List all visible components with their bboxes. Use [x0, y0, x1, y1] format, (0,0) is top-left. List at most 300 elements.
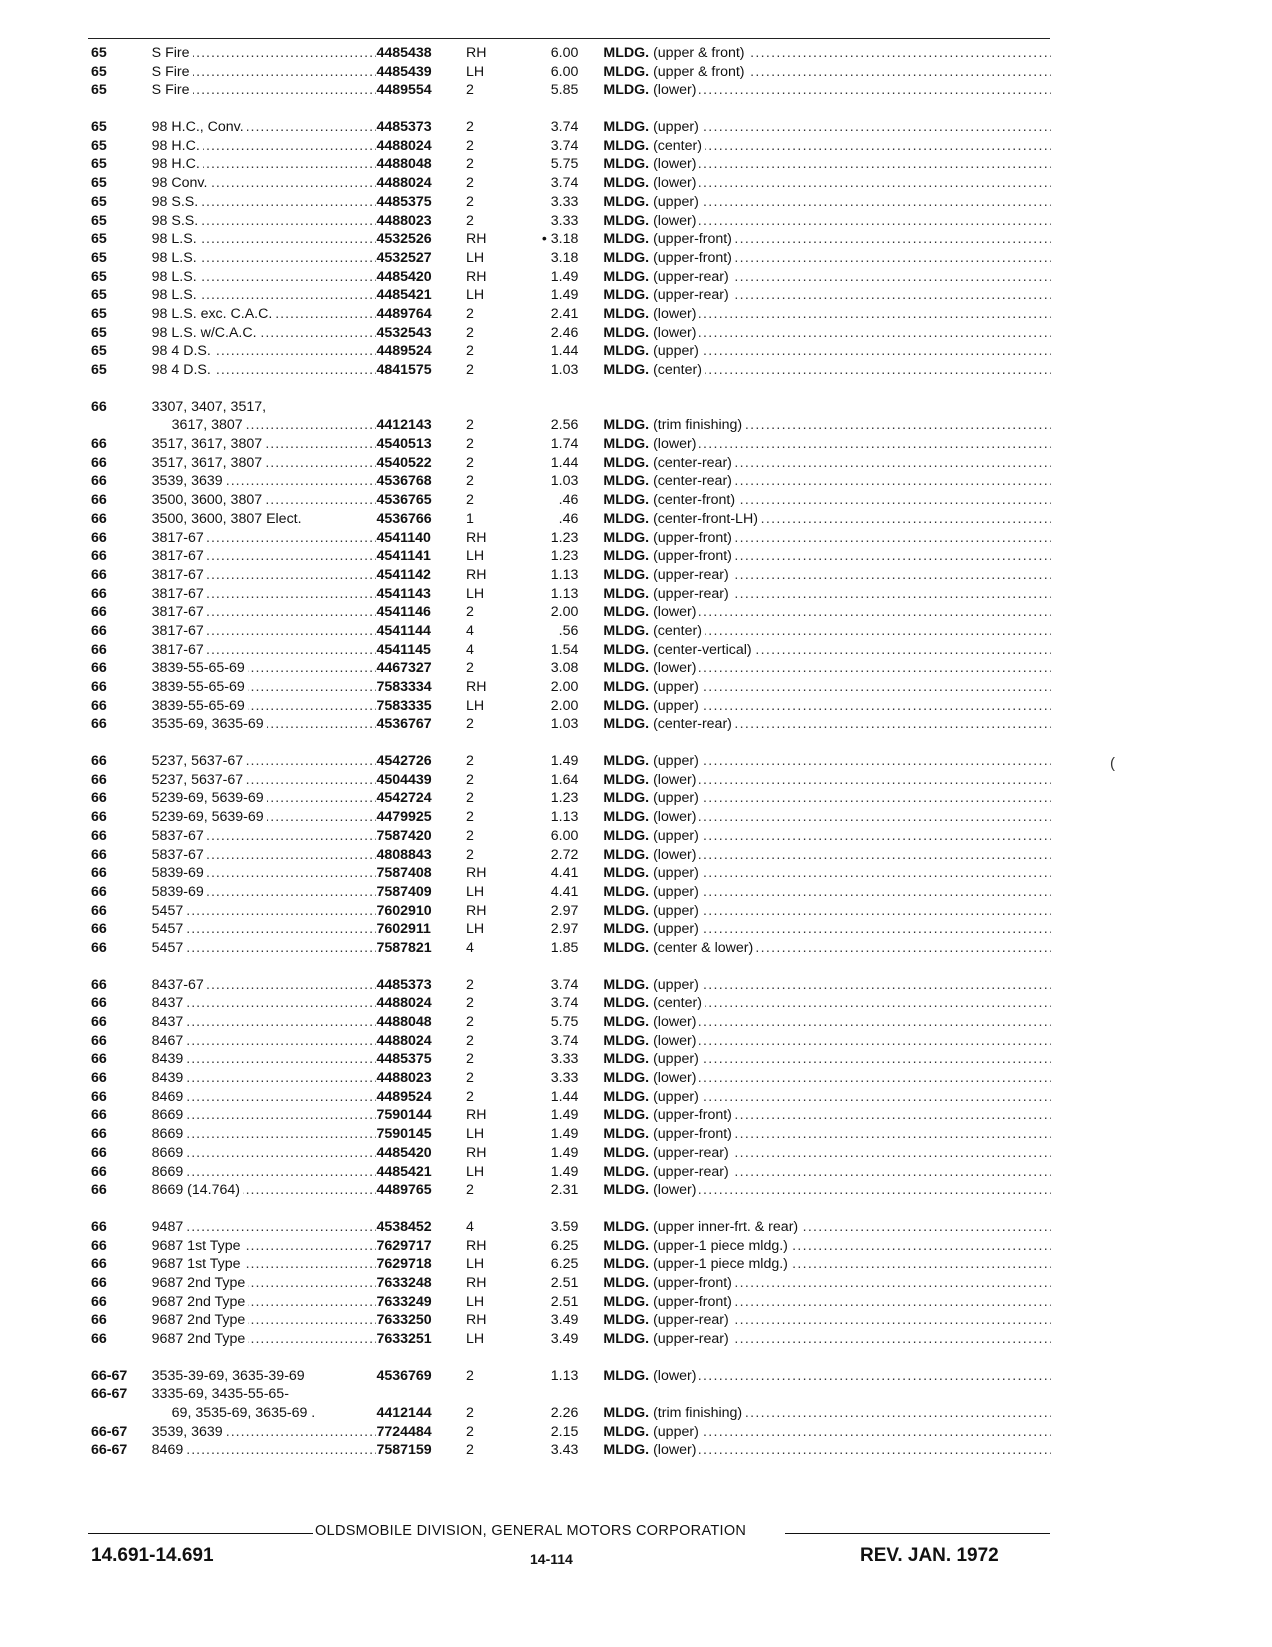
description-detail: (upper-front) [653, 529, 732, 546]
quantity-cell: 2 [465, 193, 474, 210]
model-cell [152, 1293, 377, 1312]
length-cell: 3.33 [550, 1070, 579, 1087]
description-detail: (upper-1 piece mldg.) [653, 1256, 788, 1273]
description-text [603, 698, 701, 714]
description-text [603, 511, 761, 527]
length-cell: 3.49 [550, 1331, 579, 1347]
model-cell [152, 286, 377, 305]
model-cell [152, 846, 377, 865]
quantity-cell: 2 [465, 436, 474, 453]
quantity-cell: 2 [465, 156, 474, 173]
molding-keyword: MLDG. [603, 1014, 650, 1030]
description-text [603, 1405, 745, 1421]
catalog-row [91, 603, 1051, 622]
description-detail: (upper-rear) [653, 268, 729, 285]
description-cell [603, 1013, 1051, 1032]
description-text [603, 772, 699, 788]
year-cell: 66 [91, 921, 107, 938]
model-text: 3817-67 [152, 623, 207, 639]
year-cell: 66 [91, 1014, 107, 1030]
catalog-row [91, 789, 1051, 808]
molding-keyword: MLDG. [603, 809, 650, 826]
molding-keyword: MLDG. [603, 995, 650, 1012]
molding-keyword: MLDG. [603, 249, 650, 266]
model-text: 8439 [152, 1070, 187, 1086]
description-cell [603, 752, 1051, 771]
model-cell [152, 585, 377, 604]
molding-keyword: MLDG. [603, 1405, 650, 1422]
model-text: 3817-67 [152, 567, 207, 583]
model-cell [152, 808, 377, 827]
model-cell [152, 324, 377, 343]
part-number-cell: 4536767 [376, 716, 432, 733]
molding-keyword: MLDG. [603, 193, 650, 210]
description-text [603, 269, 731, 285]
quantity-cell: 2 [465, 1014, 474, 1030]
model-text: 3335-69, 3435-55-65- [152, 1386, 292, 1402]
description-detail: (lower) [653, 809, 697, 826]
model-cell [152, 454, 377, 473]
description-cell [603, 472, 1051, 491]
part-number-cell: 4541146 [376, 604, 431, 621]
model-cell [152, 1069, 377, 1088]
molding-keyword: MLDG. [603, 268, 650, 285]
molding-keyword: MLDG. [603, 510, 650, 527]
model-cell [152, 939, 377, 958]
description-text [603, 213, 699, 229]
model-cell [152, 827, 377, 846]
description-cell [603, 715, 1051, 734]
part-number-cell: 7587821 [376, 939, 432, 956]
catalog-row [91, 1163, 1051, 1182]
length-cell: 1.23 [550, 790, 579, 807]
length-cell: 5.75 [550, 1014, 579, 1030]
quantity-cell: 2 [465, 492, 474, 509]
catalog-row [91, 44, 1051, 63]
description-cell [603, 63, 1051, 82]
model-cell [152, 1013, 377, 1032]
length-cell: • 3.18 [541, 231, 579, 248]
model-text: 3535-39-69, 3635-39-69 [152, 1368, 308, 1384]
quantity-cell: RH [465, 1237, 487, 1254]
model-cell [152, 771, 377, 790]
model-text: 98 L.S. [152, 231, 200, 247]
model-cell [152, 622, 377, 641]
part-number-cell: 4541141 [376, 548, 431, 565]
quantity-cell: 2 [465, 790, 474, 807]
part-number-cell: 7602911 [376, 921, 431, 938]
quantity-cell: 2 [465, 1405, 474, 1422]
year-cell: 65 [91, 63, 107, 80]
description-text [603, 679, 701, 695]
catalog-row [91, 63, 1051, 82]
molding-keyword: MLDG. [603, 753, 650, 770]
part-number-cell: 4489524 [376, 1088, 432, 1105]
description-detail: (upper-front) [653, 548, 732, 565]
molding-keyword: MLDG. [603, 1293, 650, 1310]
model-text: 8437 [152, 995, 187, 1011]
molding-keyword: MLDG. [603, 790, 650, 807]
catalog-row [91, 1106, 1051, 1125]
model-cell [152, 994, 377, 1013]
length-cell: 3.08 [550, 660, 579, 677]
part-number-cell: 4808843 [376, 846, 432, 863]
description-cell [603, 510, 1051, 529]
description-cell [603, 1144, 1051, 1163]
catalog-row [91, 249, 1051, 268]
length-cell: 1.49 [550, 1107, 579, 1124]
model-text: 3817-67 [152, 530, 207, 546]
description-detail: (center) [653, 362, 702, 378]
length-cell: 2.97 [550, 902, 579, 919]
model-cell [152, 1237, 377, 1256]
catalog-row [91, 81, 1051, 100]
model-text: 98 L.S. exc. C.A.C. [152, 306, 276, 322]
catalog-row [91, 137, 1051, 156]
model-cell [152, 697, 377, 716]
description-detail: (center & lower) [653, 939, 754, 956]
part-number-cell: 4540522 [376, 454, 432, 471]
model-cell [152, 398, 377, 417]
catalog-row [91, 827, 1051, 846]
length-cell: 3.33 [550, 193, 579, 210]
model-cell [152, 472, 377, 491]
model-text: 8669 [152, 1164, 187, 1180]
year-cell: 65 [91, 175, 107, 192]
molding-keyword: MLDG. [603, 1051, 650, 1068]
catalog-row [91, 212, 1051, 231]
catalog-row [91, 1069, 1051, 1088]
part-number-cell: 7587409 [376, 883, 432, 900]
molding-keyword: MLDG. [603, 1331, 650, 1347]
part-number-cell: 7583335 [376, 697, 432, 714]
description-cell [603, 678, 1051, 697]
description-detail: (upper) [653, 790, 699, 807]
catalog-row [91, 286, 1051, 305]
length-cell: .46 [558, 510, 579, 527]
description-text [603, 660, 699, 676]
model-text: 9687 1st Type [152, 1238, 244, 1254]
catalog-row [91, 864, 1051, 883]
length-cell: 3.18 [550, 249, 579, 266]
model-text: 9687 2nd Type [152, 1312, 249, 1328]
part-number-cell: 4841575 [376, 362, 432, 378]
description-text [603, 64, 747, 80]
molding-keyword: MLDG. [603, 1218, 650, 1235]
year-cell: 66 [91, 548, 107, 565]
description-text [603, 325, 699, 341]
molding-keyword: MLDG. [603, 1182, 650, 1199]
description-detail: (upper) [653, 193, 699, 210]
description-cell [603, 994, 1051, 1013]
model-text: 9687 2nd Type [152, 1331, 249, 1347]
description-cell [603, 305, 1051, 324]
year-cell: 65 [91, 287, 107, 304]
model-text: 5457 [152, 940, 187, 956]
model-cell [152, 491, 377, 510]
description-cell [603, 1069, 1051, 1088]
length-cell: 2.72 [550, 846, 579, 863]
model-cell [152, 883, 377, 902]
year-cell: 66 [91, 1032, 107, 1049]
model-text: 9687 2nd Type [152, 1294, 249, 1310]
description-text [603, 530, 735, 546]
catalog-row [91, 1274, 1051, 1293]
length-cell: 2.51 [550, 1293, 579, 1310]
length-cell: 2.00 [550, 679, 579, 695]
model-cell [152, 678, 377, 697]
part-number-cell: 4541144 [376, 622, 431, 639]
model-cell [152, 268, 377, 287]
year-cell: 66-67 [91, 1367, 128, 1384]
part-number-cell: 4489765 [376, 1182, 432, 1199]
part-number-cell: 7602910 [376, 902, 432, 919]
quantity-cell: 2 [465, 995, 474, 1012]
model-text: 8437-67 [152, 977, 207, 993]
quantity-cell: LH [465, 1126, 485, 1143]
quantity-cell: 2 [465, 809, 474, 826]
molding-keyword: MLDG. [603, 1442, 650, 1459]
catalog-row [91, 808, 1051, 827]
model-cell [152, 1441, 377, 1460]
description-text [603, 362, 705, 378]
length-cell: 6.25 [550, 1256, 579, 1273]
catalog-row [91, 1237, 1051, 1256]
year-cell: 66 [91, 1237, 107, 1254]
description-detail: (lower) [653, 175, 697, 192]
quantity-cell [466, 1385, 514, 1404]
quantity-cell: 2 [465, 212, 474, 229]
molding-keyword: MLDG. [603, 771, 650, 788]
part-number-cell: 4542724 [376, 790, 432, 807]
molding-keyword: MLDG. [603, 827, 650, 844]
molding-keyword: MLDG. [603, 566, 650, 583]
description-detail: (center) [653, 995, 702, 1012]
year-cell: 66 [91, 398, 107, 415]
catalog-row [91, 883, 1051, 902]
catalog-group [91, 118, 1051, 380]
year-cell [91, 416, 152, 435]
footer-section-range: 14.691-14.691 [91, 1545, 214, 1566]
description-detail: (upper-rear) [653, 1163, 729, 1180]
description-detail: (center-rear) [653, 454, 732, 471]
catalog-row [91, 920, 1051, 939]
description-text [603, 642, 754, 658]
molding-keyword: MLDG. [603, 82, 650, 99]
model-text: 9487 [152, 1219, 187, 1235]
length-cell: 3.43 [550, 1442, 579, 1459]
molding-keyword: MLDG. [603, 343, 650, 360]
year-cell: 66 [91, 1312, 107, 1329]
length-cell: 2.97 [550, 921, 579, 938]
model-text: 5239-69, 5639-69 [152, 809, 267, 825]
year-cell: 65 [91, 249, 107, 266]
model-cell [152, 976, 377, 995]
description-text [603, 995, 705, 1011]
description-detail: (upper-rear) [653, 1312, 729, 1329]
catalog-row [91, 1423, 1051, 1442]
length-cell: 3.74 [550, 1032, 579, 1049]
description-detail: (lower) [653, 660, 697, 677]
model-text: S Fire [152, 82, 193, 98]
length-cell: .46 [558, 492, 579, 509]
model-cell [152, 118, 377, 137]
description-detail: (upper-rear) [653, 1331, 729, 1347]
catalog-row [91, 491, 1051, 510]
catalog-row [91, 155, 1051, 174]
length-cell: 1.85 [550, 939, 579, 956]
molding-keyword: MLDG. [603, 436, 650, 453]
length-cell: 1.03 [550, 362, 579, 378]
year-cell: 66 [91, 585, 107, 602]
description-cell [603, 454, 1051, 473]
catalog-row [91, 1404, 1051, 1423]
description-text [603, 138, 705, 154]
description-text [603, 1014, 699, 1030]
molding-keyword: MLDG. [603, 1256, 650, 1273]
model-text: 8469 [152, 1442, 187, 1458]
description-detail: (upper & front) [653, 63, 745, 80]
length-cell: 2.15 [550, 1423, 579, 1440]
length-cell: 2.51 [550, 1274, 579, 1291]
catalog-row [91, 435, 1051, 454]
part-number-cell: 4485375 [376, 193, 432, 210]
description-text [603, 1070, 699, 1086]
quantity-cell: LH [465, 697, 485, 714]
part-number-cell: 4541145 [376, 641, 431, 658]
molding-keyword: MLDG. [603, 1126, 650, 1143]
quantity-cell: RH [465, 45, 487, 61]
catalog-row [91, 1330, 1051, 1349]
description-cell [603, 193, 1051, 212]
length-cell: 2.56 [550, 417, 579, 434]
part-number-cell: 4485421 [376, 287, 432, 304]
quantity-cell: 2 [465, 1051, 474, 1068]
molding-keyword: MLDG. [603, 716, 650, 733]
year-cell: 66 [91, 641, 107, 658]
description-text [603, 921, 701, 937]
description-text [603, 567, 731, 583]
year-cell: 66 [91, 716, 107, 733]
quantity-cell: RH [465, 902, 487, 919]
description-text [603, 1145, 731, 1161]
catalog-row [91, 1385, 1051, 1404]
model-cell [152, 1163, 377, 1182]
catalog-row [91, 622, 1051, 641]
length-cell: 3.74 [550, 175, 579, 192]
model-cell [152, 1330, 377, 1349]
description-text [603, 1312, 731, 1328]
model-text: 5837-67 [152, 828, 207, 844]
quantity-cell: 2 [465, 1367, 474, 1384]
molding-keyword: MLDG. [603, 362, 650, 378]
catalog-row [91, 342, 1051, 361]
catalog-row [91, 305, 1051, 324]
part-number-cell: 7587420 [376, 827, 432, 844]
year-cell: 65 [91, 45, 107, 61]
molding-keyword: MLDG. [603, 417, 650, 434]
model-cell [152, 81, 377, 100]
description-text [603, 604, 699, 620]
description-text [603, 1033, 699, 1049]
part-number-cell: 7590144 [376, 1107, 432, 1124]
year-cell: 66 [91, 1088, 107, 1105]
catalog-row [91, 230, 1051, 249]
length-cell: 5.75 [550, 156, 579, 173]
model-cell [152, 1125, 377, 1144]
model-cell [152, 1385, 377, 1404]
stray-mark: ( [1110, 755, 1115, 772]
length-cell: 1.44 [550, 1088, 579, 1105]
part-number-cell: 7724484 [376, 1423, 432, 1440]
model-text: 3500, 3600, 3807 Elect. [152, 511, 305, 527]
year-cell: 65 [91, 156, 107, 173]
description-cell [603, 286, 1051, 305]
model-text: 5837-67 [152, 847, 207, 863]
part-number-cell: 7633250 [376, 1312, 432, 1329]
year-cell: 66 [91, 454, 107, 471]
year-cell: 66 [91, 1107, 107, 1124]
quantity-cell: LH [465, 548, 485, 565]
description-detail: (lower) [653, 436, 697, 453]
length-cell: 1.23 [550, 529, 579, 546]
description-cell [603, 659, 1051, 678]
quantity-cell: 2 [465, 175, 474, 192]
molding-keyword: MLDG. [603, 976, 650, 993]
molding-keyword: MLDG. [603, 231, 650, 248]
description-cell [603, 920, 1051, 939]
description-cell [603, 1311, 1051, 1330]
length-cell: 1.13 [550, 809, 579, 826]
molding-keyword: MLDG. [603, 324, 650, 341]
description-text [603, 828, 701, 844]
description-cell [603, 1125, 1051, 1144]
catalog-row [91, 1441, 1051, 1460]
description-text [603, 156, 699, 172]
year-cell: 65 [91, 343, 107, 360]
description-text [603, 1424, 701, 1440]
model-text: 98 H.C. [152, 156, 203, 172]
length-cell: 1.13 [550, 1367, 579, 1384]
catalog-row [91, 1255, 1051, 1274]
year-cell: 66 [91, 790, 107, 807]
year-cell: 66 [91, 529, 107, 546]
catalog-group [91, 976, 1051, 1200]
part-number-cell: 4485421 [376, 1163, 432, 1180]
description-cell [603, 529, 1051, 548]
model-cell [152, 1367, 377, 1386]
description-text [603, 977, 701, 993]
model-cell [152, 342, 377, 361]
model-text: 8669 [152, 1145, 187, 1161]
description-detail: (upper-front) [653, 231, 732, 248]
molding-keyword: MLDG. [603, 492, 650, 509]
molding-keyword: MLDG. [603, 865, 650, 882]
year-cell: 66 [91, 1218, 107, 1235]
description-text [603, 1294, 735, 1310]
description-cell [603, 846, 1051, 865]
model-cell [152, 230, 377, 249]
length-cell: 1.23 [550, 548, 579, 565]
year-cell: 66 [91, 604, 107, 621]
quantity-cell: 2 [465, 119, 474, 136]
length-cell: 4.41 [550, 865, 579, 882]
model-text: 8439 [152, 1051, 187, 1067]
model-cell [152, 193, 377, 212]
molding-keyword: MLDG. [603, 622, 650, 639]
model-cell [152, 510, 377, 529]
model-cell [152, 305, 377, 324]
